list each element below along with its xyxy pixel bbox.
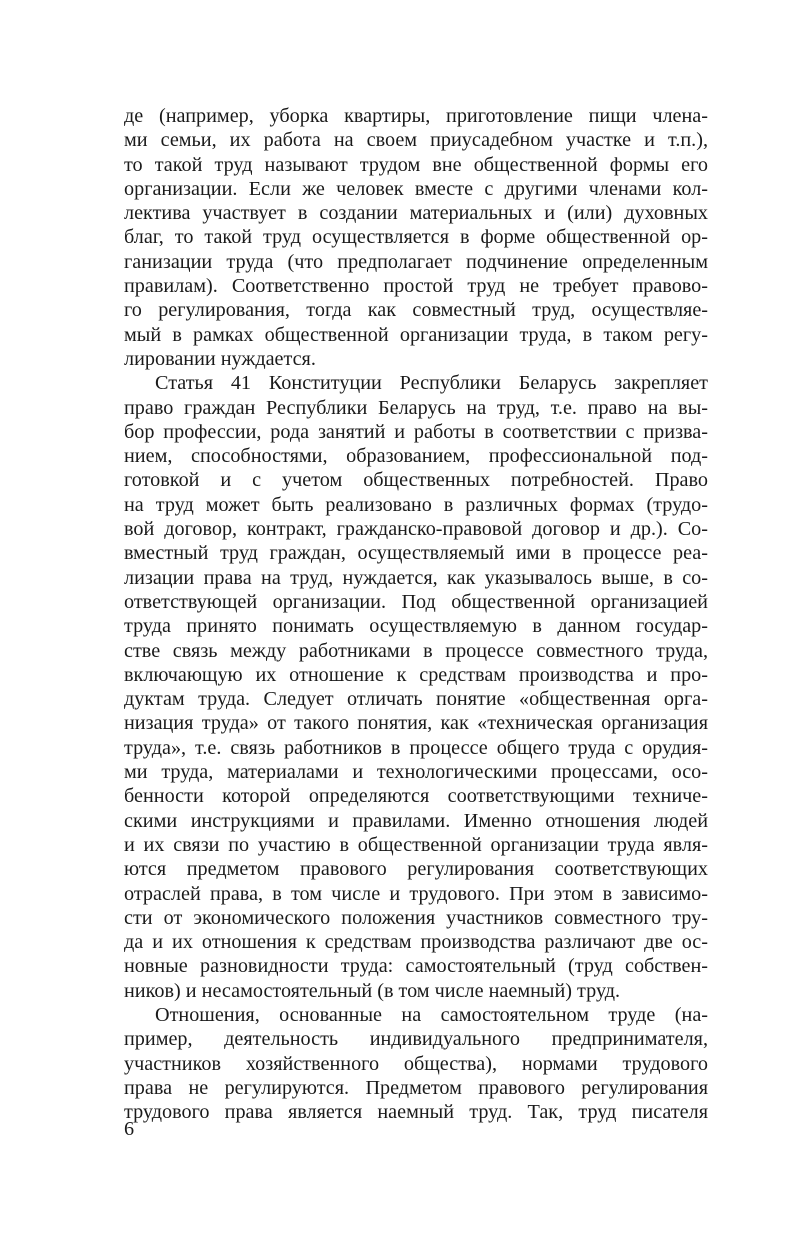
text-line: бор профессии, рода занятий и работы в соответствии с призва-	[124, 420, 708, 443]
text-line: ми труда, материалами и технологическими процессами, осо-	[124, 761, 708, 784]
text-line: лировании нуждается.	[124, 347, 316, 370]
text-line: нием, способностями, образованием, профессиональной под-	[124, 445, 708, 468]
paragraph-2	[124, 371, 708, 1003]
text-line: вой договор, контракт, гражданско-правовой договор и др.). Со-	[124, 518, 708, 541]
text-line: ются предметом правового регулирования соответствующих	[124, 858, 708, 881]
text-line: организации. Если же человек вместе с другими членами кол-	[124, 177, 708, 200]
text-line: сти от экономического положения участников совместного тру-	[124, 906, 708, 929]
text-line: благ, то такой труд осуществляется в форме общественной ор-	[124, 226, 708, 249]
text-line: да и их отношения к средствам производства различают две ос-	[124, 931, 708, 954]
text-line: бенности которой определяются соответствующими техниче-	[124, 785, 708, 808]
text-line: низация труда» от такого понятия, как «техническая организация	[124, 712, 708, 735]
text-line: Отношения, основанные на самостоятельном труде (на-	[155, 1003, 708, 1026]
page-number: 6	[124, 1118, 135, 1140]
text-line: то такой труд называют трудом вне общественной формы его	[124, 153, 708, 176]
text-line: право граждан Республики Беларусь на труд, т.е. право на вы-	[124, 396, 708, 419]
text-line: пример, деятельность индивидуального предпринимателя,	[124, 1028, 708, 1051]
text-line: труда принято понимать осуществляемую в данном государ-	[124, 615, 708, 638]
text-line: ответствующей организации. Под общественной организацией	[124, 590, 708, 613]
document-page	[124, 104, 708, 1124]
text-line: права не регулируются. Предметом правового регулирования	[124, 1076, 708, 1099]
text-line: включающую их отношение к средствам производства и про-	[124, 663, 708, 686]
paragraph-3	[124, 1003, 708, 1124]
text-line: ганизации труда (что предполагает подчинение определенным	[124, 250, 708, 273]
text-line: и их связи по участию в общественной организации труда явля-	[124, 833, 708, 856]
text-line: мый в рамках общественной организации труда, в таком регу-	[124, 323, 708, 346]
text-line: отраслей права, в том числе и трудового. При этом в зависимо-	[124, 882, 708, 905]
text-line: де (например, уборка квартиры, приготовление пищи члена-	[124, 105, 708, 127]
text-line: новные разновидности труда: самостоятельный (труд собствен-	[124, 955, 708, 978]
text-line: труда», т.е. связь работников в процессе общего труда с орудия-	[124, 736, 708, 759]
text-line: лектива участвует в создании материальных и (или) духовных	[124, 202, 708, 225]
text-line: ников) и несамостоятельный (в том числе наемный) труд.	[124, 979, 621, 1002]
text-line: скими инструкциями и правилами. Именно отношения людей	[124, 809, 708, 832]
text-line: трудового права является наемный труд. Так, труд писателя	[124, 1101, 708, 1124]
text-line: лизации права на труд, нуждается, как указывалось выше, в со-	[124, 566, 708, 589]
text-line: Статья 41 Конституции Республики Беларусь закрепляет	[155, 372, 708, 395]
text-line: го регулирования, тогда как совместный труд, осуществляе-	[124, 299, 708, 322]
paragraph-1	[124, 104, 708, 371]
text-line: дуктам труда. Следует отличать понятие «общественная орга-	[124, 688, 708, 711]
text-line: готовкой и с учетом общественных потребностей. Право	[124, 469, 708, 492]
text-line: правилам). Соответственно простой труд не требует правово-	[124, 275, 708, 298]
text-line: ми семьи, их работа на своем приусадебном участке и т.п.),	[124, 129, 708, 152]
text-line: на труд может быть реализовано в различных формах (трудо-	[124, 493, 708, 516]
text-line: участников хозяйственного общества), нормами трудового	[124, 1052, 708, 1075]
text-line: вместный труд граждан, осуществляемый ими в процессе реа-	[124, 542, 708, 565]
text-line: стве связь между работниками в процессе совместного труда,	[124, 639, 708, 662]
